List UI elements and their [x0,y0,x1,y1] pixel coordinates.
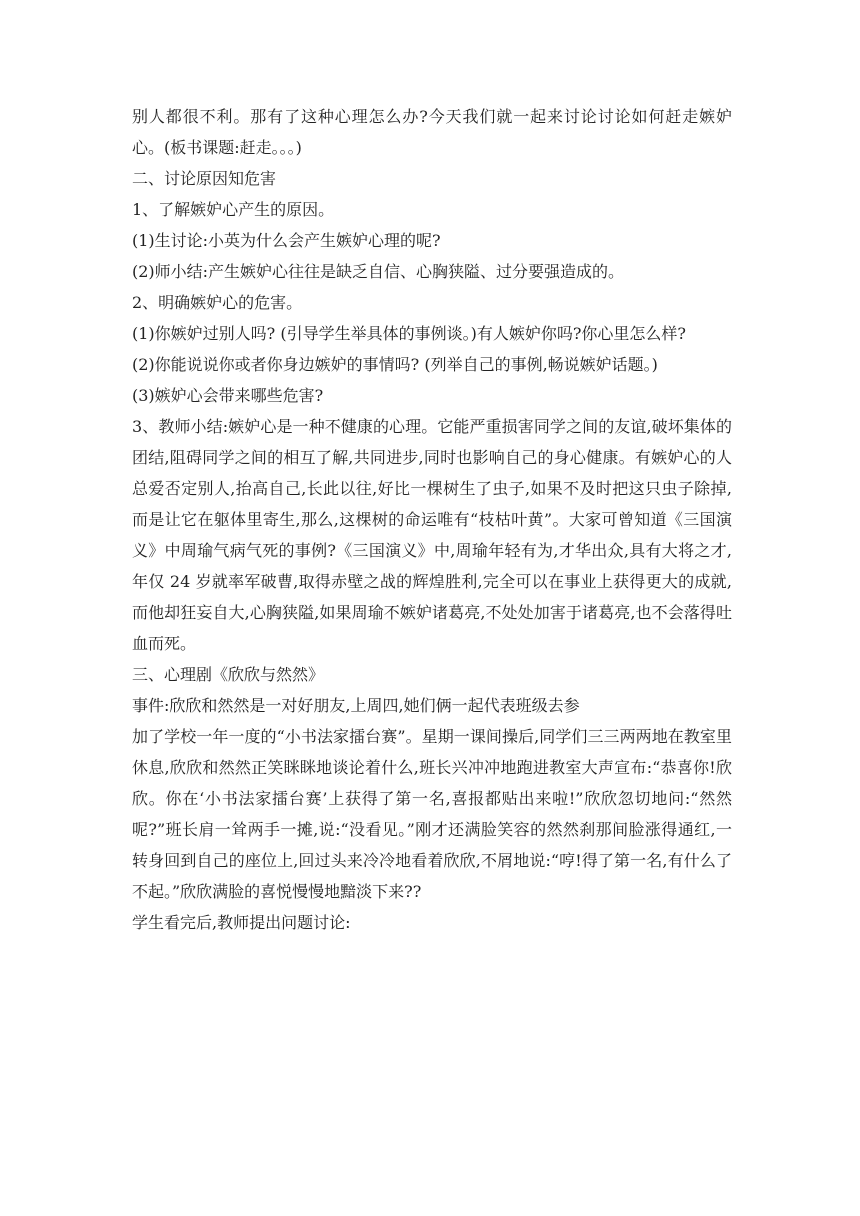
list-item: (2)你能说说你或者你身边嫉妒的事情吗? (列举自己的事例,畅说嫉妒话题。) [132,355,658,374]
list-item: (1)你嫉妒过别人吗? (引导学生举具体的事例谈。)有人嫉妒你吗?你心里怎么样? [132,324,686,343]
paragraph-event: 事件:欣欣和然然是一对好朋友,上周四,她们俩一起代表班级去参 [132,696,580,715]
paragraph-discussion: 学生看完后,教师提出问题讨论: [132,913,351,932]
section-heading-3: 三、心理剧《欣欣与然然》 [132,665,325,684]
list-item: (2)师小结:产生嫉妒心往往是缺乏自信、心胸狭隘、过分要强造成的。 [132,262,625,281]
section-heading-2: 二、讨论原因知危害 [132,169,277,188]
list-item: (1)生讨论:小英为什么会产生嫉妒心理的呢? [132,231,441,250]
subheading-causes: 1、了解嫉妒心产生的原因。 [132,200,335,219]
paragraph-intro: 别人都很不利。那有了这种心理怎么办?今天我们就一起来讨论讨论如何赶走嫉妒心。(板书课题:赶走。。。) [132,107,732,157]
paragraph-story: 加了学校一年一度的“小书法家擂台赛”。星期一课间操后,同学们三三两两地在教室里休息,欣欣和然然正笑眯眯地谈论着什么,班长兴冲冲地跑进教室大声宣布:“恭喜你!欣欣。你在‘小书法家擂台赛’上获得了第一名,喜报都贴出来啦!”欣欣忽切地问:“然然呢?”班长肩一耸两手一摊,说:“没看见。”刚才还满脸笑容的然然刹那间脸涨得通红,一转身回到自己的座位上,回过头来冷冷地看着欣欣,不屑地说:“哼!得了第一名,有什么了不起。”欣欣满脸的喜悦慢慢地黯淡下来?? [132,727,732,901]
subheading-harms: 2、明确嫉妒心的危害。 [132,293,303,312]
list-item: (3)嫉妒心会带来哪些危害? [132,386,324,405]
paragraph-teacher-summary: 3、教师小结:嫉妒心是一种不健康的心理。它能严重损害同学之间的友谊,破坏集体的团结,阻碍同学之间的相互了解,共同进步,同时也影响自己的身心健康。有嫉妒心的人总爱否定别人,抬高自己,长此以往,好比一棵树生了虫子,如果不及时把这只虫子除掉,而是让它在躯体里寄生,那么,这棵树的命运唯有“枝枯叶黄”。大家可曾知道《三国演义》中周瑜气病气死的事例?《三国演义》中,周瑜年轻有为,才华出众,具有大将之才,年仅 24 岁就率军破曹,取得赤壁之战的辉煌胜利,完全可以在事业上获得更大的成就,而他却狂妄自大,心胸狭隘,如果周瑜不嫉妒诸葛亮,不处处加害于诸葛亮,也不会落得吐血而死。 [132,417,732,653]
document-body [132,101,732,938]
